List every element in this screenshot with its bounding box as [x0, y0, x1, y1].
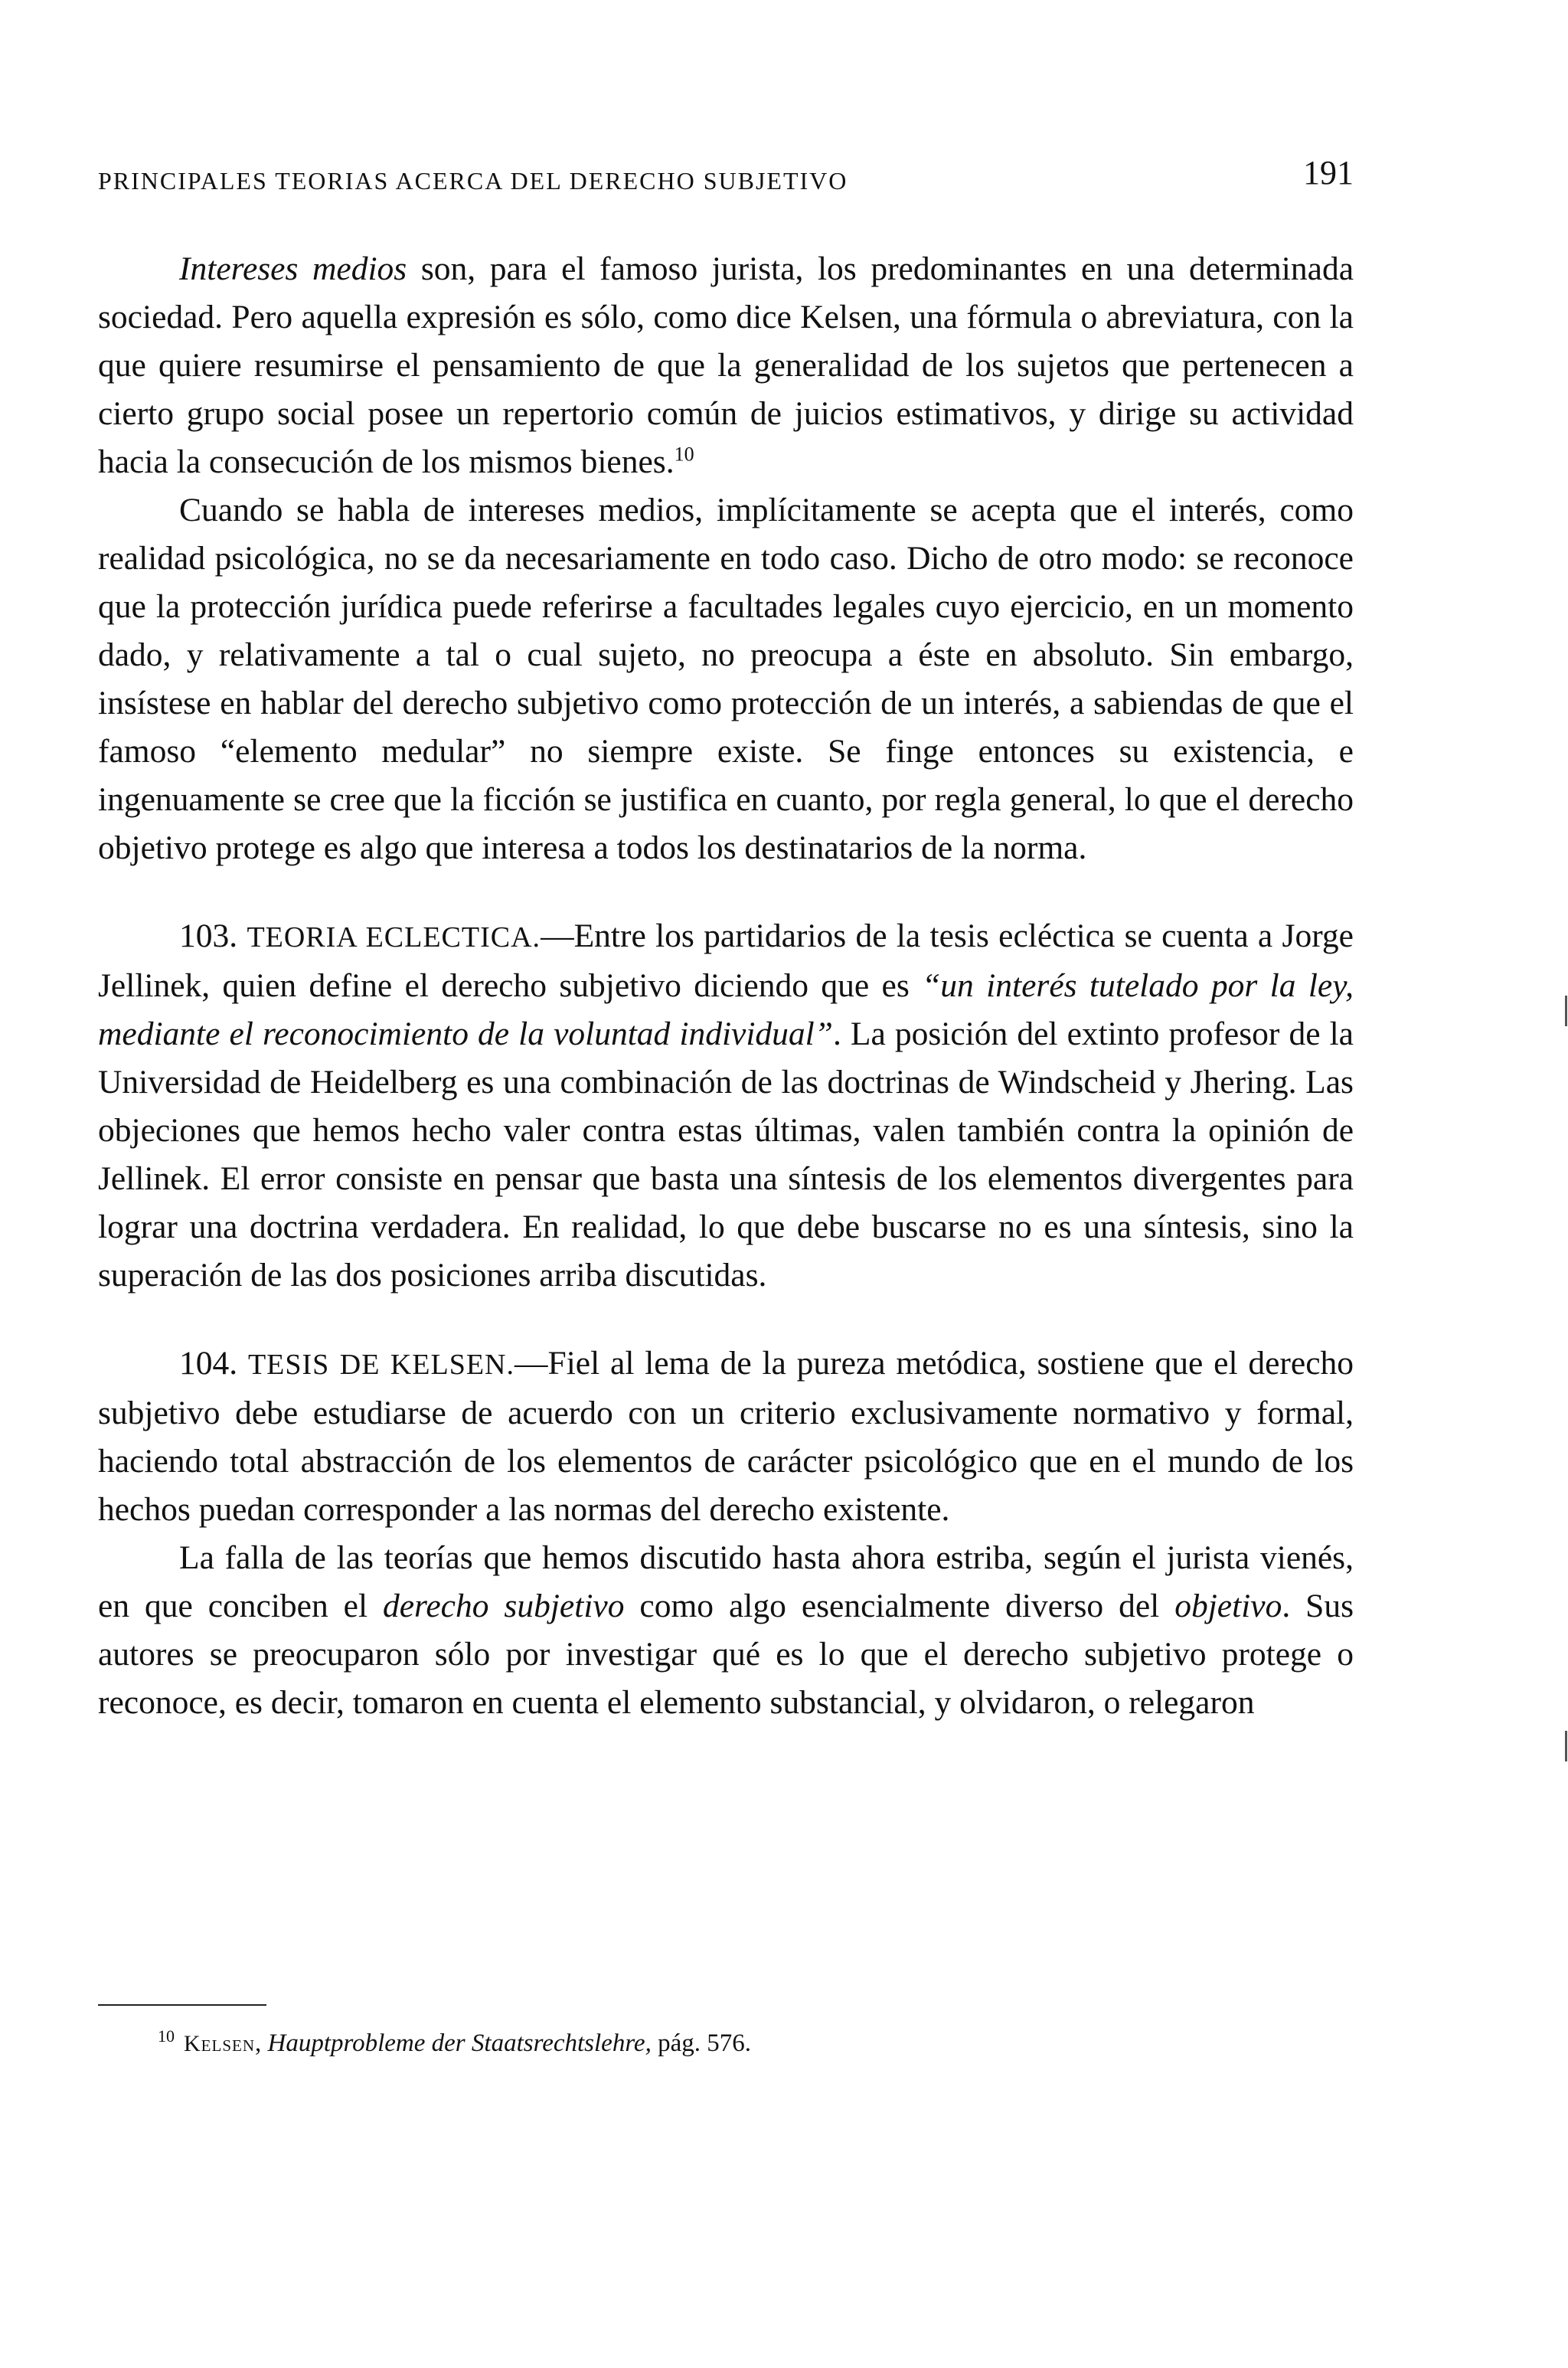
footnote-number: 10: [158, 2026, 175, 2046]
paragraph-text: como algo esencialmente diverso del: [624, 1588, 1175, 1624]
section-104: [98, 1339, 1354, 1534]
paragraph-text: La falla de las teorías que hemos discutido hasta ahora estriba, según el jurista vienés, en que conciben el: [98, 1539, 1354, 1624]
footnote-reference: 10: [674, 443, 694, 466]
section-103: [98, 912, 1354, 1300]
paragraph-text: —Entre los partidarios de la tesis ecléctica se cuenta a Jorge Jellinek, quien define el derecho subjetivo diciendo que es: [98, 917, 1354, 1004]
paragraph-intereses-medios: [98, 245, 1354, 486]
footnote-author: Kelsen: [184, 2031, 255, 2056]
footnote-divider: [98, 2004, 266, 2006]
italic-term: derecho subjetivo: [383, 1588, 625, 1624]
section-heading: TESIS DE KELSEN.: [247, 1349, 515, 1381]
section-number: 104.: [179, 1345, 238, 1382]
body-text: [98, 245, 1354, 1727]
italic-term: Intereses medios: [179, 250, 407, 287]
paragraph-text: Cuando se habla de intereses medios, implícitamente se acepta que el interés, como realidad psicológica, no se da necesariamente en todo caso. Dicho de otro modo: se reconoce que la protección jurídica puede referirse a facultades legales cuyo ejercicio, en un momento dado, y relativamente a tal o cual sujeto, no preocupa a éste en absoluto. Sin embargo, insístese en hablar del derecho subjetivo como protección de un interés, a sabiendas de que el famoso “elemento medular” no siempre existe. Se finge entonces su existencia, e ingenuamente se cree que la ficción se justifica en cuanto, por regla general, lo que el derecho objetivo protege es algo que interesa a todos los destinatarios de la norma.: [98, 492, 1354, 866]
footnote-page: pág. 576.: [651, 2029, 751, 2057]
footnote: $^{10}$ Kelsen, Hauptprobleme der Staatsrechtslehre, pág. 576.: [158, 2026, 751, 2057]
section-number: 103.: [179, 917, 238, 954]
paragraph-intereses-explicacion: [98, 486, 1354, 872]
jellinek-quote: “un interés tutelado por la ley, mediante el reconocimiento de la voluntad individual”: [98, 967, 1354, 1052]
section-heading: TEORIA ECLECTICA.: [247, 921, 541, 953]
scan-mark: [1565, 996, 1567, 1026]
paragraph-text: son, para el famoso jurista, los predominantes en una determinada sociedad. Pero aquella expresión es sólo, como dice Kelsen, una fórmula o abreviatura, con la que quiere resumirse el pensamiento de que la generalidad de los sujetos que pertenecen a cierto grupo social posee un repertorio común de juicios estimativos, y dirige su actividad hacia la consecución de los mismos bienes.: [98, 250, 1354, 480]
page-header: [98, 153, 1354, 207]
page-number: 191: [1303, 154, 1354, 191]
paragraph-text: —Fiel al lema de la pureza metódica, sostiene que el derecho subjetivo debe estudiarse de acuerdo con un criterio exclusivamente normativo y formal, haciendo total abstracción de los elementos de carácter psicológico que en el mundo de los hechos puedan corresponder a las normas del derecho existente.: [98, 1345, 1354, 1528]
paragraph-text: . Sus autores se preocuparon sólo por investigar qué es lo que el derecho subjetivo protege o reconoce, es decir, tomaron en cuenta el elemento substancial, y olvidaron, o relegaron: [98, 1588, 1354, 1721]
running-head: PRINCIPALES TEORIAS ACERCA DEL DERECHO SUBJETIVO: [98, 167, 848, 195]
paragraph-text: . La posición del extinto profesor de la Universidad de Heidelberg es una combinación de las doctrinas de Windscheid y Jhering. Las objeciones que hemos hecho valer contra estas últimas, valen también contra la opinión de Jellinek. El error consiste en pensar que basta una síntesis de los elementos divergentes para lograr una doctrina verdadera. En realidad, lo que debe buscarse no es una síntesis, sino la superación de las dos posiciones arriba discutidas.: [98, 1016, 1354, 1294]
italic-term: objetivo: [1174, 1588, 1282, 1624]
scan-mark: [1565, 1731, 1567, 1761]
footnote-title: Hauptprobleme der Staatsrechtslehre,: [267, 2029, 652, 2057]
paragraph-falla-teorias: [98, 1534, 1354, 1727]
